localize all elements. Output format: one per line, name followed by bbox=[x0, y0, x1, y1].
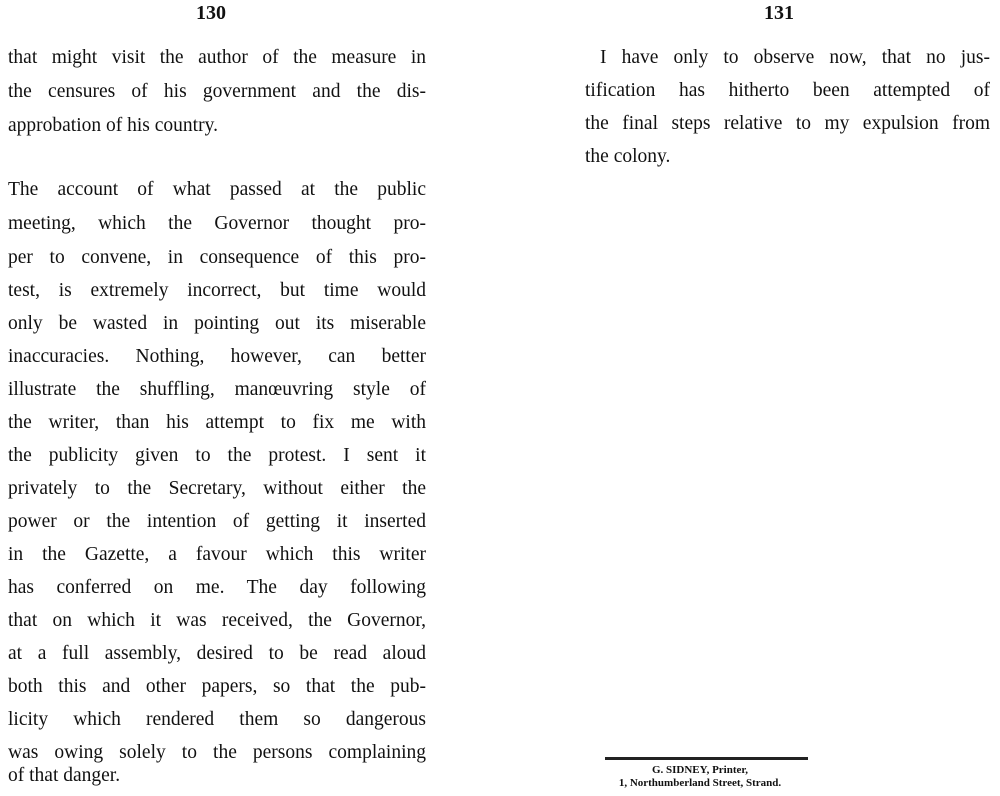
imprint-printer: G. SIDNEY, Printer, bbox=[651, 764, 749, 776]
text-line: the final steps relative to my expulsion from bbox=[585, 113, 990, 134]
text-line: licity which rendered them so dangerous bbox=[8, 709, 426, 730]
text-line: the writer, than his attempt to fix me with bbox=[8, 412, 426, 433]
text-line: the publicity given to the protest. I sent it bbox=[8, 445, 426, 466]
text-line: I have only to observe now, that no jus- bbox=[600, 47, 990, 68]
text-line: the colony. bbox=[585, 146, 671, 167]
text-line: that might visit the author of the measure in bbox=[8, 47, 426, 68]
text-line: power or the intention of getting it inserted bbox=[8, 511, 426, 532]
text-line: approbation of his country. bbox=[8, 115, 218, 136]
text-line: that on which it was received, the Governor, bbox=[8, 610, 426, 631]
text-line: illustrate the shuffling, manœuvring style of bbox=[8, 379, 426, 400]
text-line: inaccuracies. Nothing, however, can better bbox=[8, 346, 426, 367]
page-number: 131 bbox=[764, 2, 794, 24]
text-line: tification has hitherto been attempted of bbox=[585, 80, 990, 101]
page-number: 130 bbox=[196, 2, 226, 24]
text-line: in the Gazette, a favour which this writer bbox=[8, 544, 426, 565]
text-line: only be wasted in pointing out its miserable bbox=[8, 313, 426, 334]
text-line: privately to the Secretary, without either the bbox=[8, 478, 426, 499]
text-line: meeting, which the Governor thought pro- bbox=[8, 213, 426, 234]
text-line: of that danger. bbox=[8, 765, 121, 786]
imprint-address: 1, Northumberland Street, Strand. bbox=[618, 777, 782, 789]
divider-rule bbox=[605, 757, 808, 760]
text-line: The account of what passed at the public bbox=[8, 179, 426, 200]
text-line: at a full assembly, desired to be read aloud bbox=[8, 643, 426, 664]
text-line: per to convene, in consequence of this pro- bbox=[8, 247, 426, 268]
text-line: both this and other papers, so that the pub- bbox=[8, 676, 426, 697]
text-line: test, is extremely incorrect, but time would bbox=[8, 280, 426, 301]
text-line: was owing solely to the persons complaining bbox=[8, 742, 426, 763]
text-line: the censures of his government and the dis- bbox=[8, 81, 426, 102]
text-line: has conferred on me. The day following bbox=[8, 577, 426, 598]
